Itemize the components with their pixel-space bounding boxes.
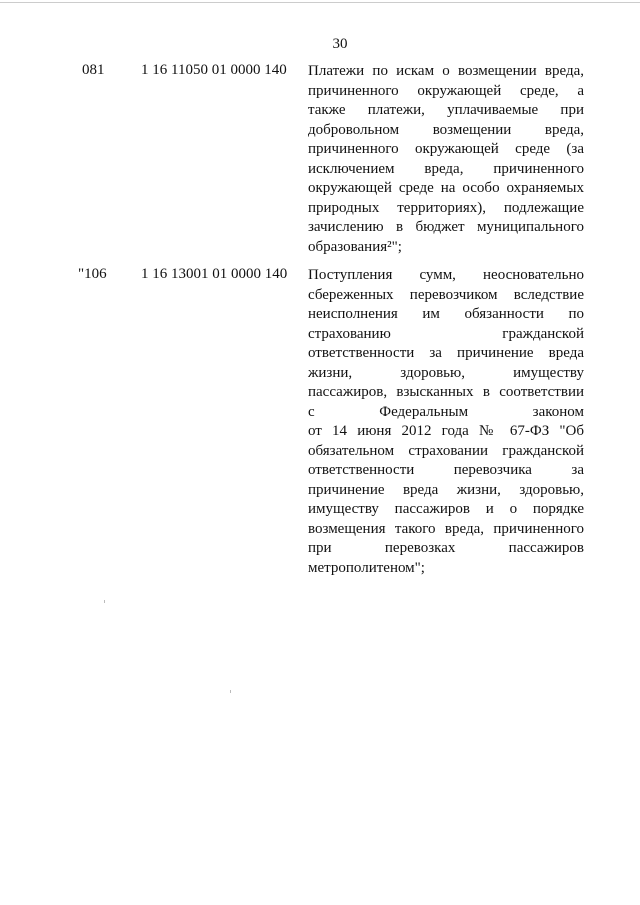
text-line: также платежи, уплачиваемые при (308, 102, 584, 118)
text-line: при перевозках пассажиров (308, 540, 584, 556)
text-line: страхованию гражданской (308, 325, 584, 342)
scan-edge (0, 2, 640, 3)
row-description (308, 266, 584, 578)
text-line: окружающей среде на особо охраняемых (308, 180, 584, 196)
admin-code: "106 (78, 266, 107, 282)
text-line: от 14 июня 2012 года № 67-ФЗ "Об (308, 423, 584, 439)
text-line: исключением вреда, причиненного (308, 160, 584, 177)
text-line: ответственности за причинение вреда (308, 345, 584, 361)
row-description (308, 62, 584, 257)
text-line: добровольном возмещении вреда, (308, 121, 584, 138)
text-line: причинение вреда жизни, здоровью, (308, 481, 584, 498)
text-line: с Федеральным законом (308, 403, 584, 420)
scan-speck (104, 600, 105, 603)
text-line: жизни, здоровью, имуществу (308, 364, 584, 381)
text-line: образования²"; (308, 238, 402, 255)
text-line: причиненного окружающей среде, а (308, 82, 584, 99)
budget-code: 1 16 11050 01 0000 140 (141, 62, 287, 78)
budget-code: 1 16 13001 01 0000 140 (141, 266, 288, 282)
text-line: ответственности перевозчика за (308, 462, 584, 478)
text-line: метрополитеном"; (308, 559, 425, 576)
text-line: неисполнения им обязанности по (308, 306, 584, 322)
text-line: пассажиров, взысканных в соответствии (308, 384, 584, 400)
text-line: зачислению в бюджет муниципального (308, 219, 584, 235)
page-number: 30 (332, 36, 348, 52)
admin-code: 081 (82, 62, 105, 78)
text-line: сбереженных перевозчиком вследствие (308, 286, 584, 303)
text-line: обязательном страховании гражданской (308, 442, 584, 459)
text-line: природных территориях), подлежащие (308, 199, 584, 216)
text-line: Платежи по искам о возмещении вреда, (308, 63, 584, 79)
text-line: имуществу пассажиров и о порядке (308, 501, 584, 517)
text-line: причиненного окружающей среде (за (308, 141, 584, 157)
text-line: Поступления сумм, неосновательно (308, 267, 584, 283)
text-line: возмещения такого вреда, причиненного (308, 520, 584, 537)
scan-speck (230, 690, 231, 693)
